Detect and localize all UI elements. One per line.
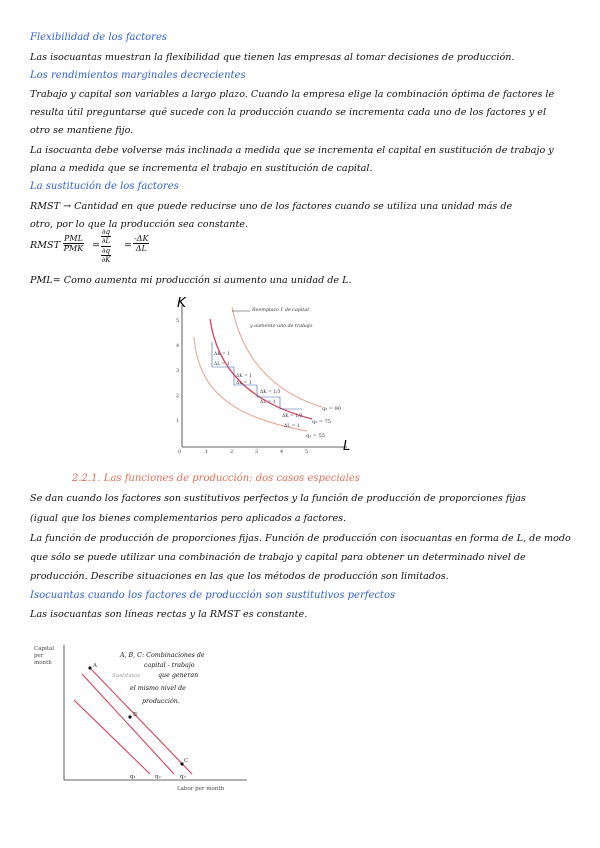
curve-label: q₁ = 55 — [306, 433, 325, 439]
y-axis-label: month — [34, 660, 52, 666]
point-label: B — [133, 712, 138, 718]
x-tick-label: 1 — [205, 449, 209, 455]
text-line: que sólo se puede utilizar una combinación de trabajo y capital para obtener un determinado nivel de — [30, 552, 526, 563]
curve-label: q₃ — [180, 774, 186, 780]
fraction-delta — [133, 234, 149, 253]
y-tick-label: 4 — [176, 343, 180, 349]
text-line: resulta útil preguntarse qué sucede con la producción cuando se incrementa cada uno de los factores y el — [30, 107, 547, 118]
point-b — [128, 715, 131, 718]
curve-label: q₃ = 90 — [322, 406, 341, 412]
step-label: ΔL = 1 — [214, 362, 230, 367]
x-axis-label: Labor per month — [177, 786, 225, 792]
y-axis-label: per — [34, 653, 44, 659]
fraction-denominator: ∂K — [101, 256, 111, 264]
step-label: ΔK = 1/3 — [260, 390, 281, 395]
fraction-denominator: ∂L — [101, 237, 111, 245]
perfect-substitutes-chart — [32, 640, 252, 798]
x-axis-label: L — [343, 439, 351, 454]
chart-note-faded: Sustitutos — [112, 673, 141, 679]
x-tick-label: 2 — [230, 449, 234, 455]
step-label: ΔK = 1 — [236, 374, 253, 379]
fraction-numerator: ∂q — [102, 228, 111, 236]
subheading-rendimientos: Los rendimientos marginales decrecientes — [30, 70, 246, 81]
equals-sign: = — [124, 240, 133, 251]
fraction-denominator: ΔL — [135, 244, 147, 253]
heading-sustitucion: La sustitución de los factores — [30, 181, 179, 192]
y-tick-label: 5 — [176, 318, 180, 324]
point-label: A — [93, 663, 97, 669]
text-line: otro se mantiene fijo. — [30, 125, 134, 136]
x-tick-label: 3 — [255, 449, 259, 455]
y-tick-label: 3 — [176, 368, 180, 374]
text-line: (igual que los bienes complementarios pero aplicados a factores. — [30, 513, 347, 524]
text-line: otro, por lo que la producción sea constante. — [30, 219, 249, 230]
chart-note: que generan — [158, 672, 199, 679]
step-label: ΔL = 1 — [260, 400, 276, 405]
chart-note: producción. — [142, 698, 180, 705]
text-line: RMST → Cantidad en que puede reducirse uno de los factores cuando se utiliza una unidad más de — [30, 201, 513, 212]
curve-label: q₂ = 75 — [312, 419, 331, 425]
curve-label: q₁ — [130, 774, 136, 780]
fraction-pml-pmk — [63, 234, 84, 253]
text-line: PML= Como aumenta mi producción si aumento una unidad de L. — [30, 275, 352, 286]
text-line: producción. Describe situaciones en las que los métodos de producción son limitados. — [30, 571, 449, 582]
chart-note: el mismo nivel de — [130, 685, 186, 692]
text-line: Se dan cuando los factores son sustitutivos perfectos y la función de producción de proporciones fijas — [30, 493, 526, 504]
y-tick-label: 2 — [176, 393, 180, 399]
equals-sign: = — [92, 240, 101, 251]
text-line: Las isocuantas muestran la flexibilidad que tienen las empresas al tomar decisiones de producción. — [30, 52, 515, 63]
heading-flexibilidad: Flexibilidad de los factores — [30, 32, 167, 43]
chart-annotation: y aumento uno de trabajo — [250, 324, 313, 329]
fraction-numerator: ∂q — [102, 247, 111, 255]
text-line: Las isocuantas son líneas rectas y la RMST es constante. — [30, 609, 308, 620]
chart-note: capital - trabajo — [144, 662, 195, 669]
y-axis-label: K — [177, 297, 187, 311]
subheading-sustitutivos: Isocuantas cuando los factores de producción son sustitutivos perfectos — [30, 590, 396, 601]
formula-lhs: RMST = — [30, 240, 72, 251]
step-label: ΔL = 1 — [236, 381, 252, 386]
point-label: C — [184, 758, 189, 764]
heading-casos-especiales: 2.2.1. Las funciones de producción: dos casos especiales — [72, 473, 360, 484]
y-axis-label: Capital — [34, 646, 55, 652]
chart-annotation: Reemplazo 1 de capital — [252, 308, 309, 313]
fraction-partials — [101, 228, 111, 264]
text-line: La función de producción de proporciones fijas. Función de producción con isocuantas en forma de L, de modo — [30, 533, 571, 544]
x-tick-label: 4 — [280, 449, 284, 455]
isoquant-chart — [172, 297, 354, 455]
x-tick-label: 5 — [305, 449, 309, 455]
x-tick-label: 0 — [178, 449, 182, 455]
curve-label: q₂ — [155, 774, 161, 780]
fraction-numerator: -ΔK — [134, 234, 149, 243]
text-line: La isocuanta debe volverse más inclinada a medida que se incrementa el capital en sustitución de trabajo y — [30, 145, 554, 156]
step-label: ΔL = 1 — [284, 424, 300, 429]
point-a — [88, 666, 91, 669]
chart-note: A, B, C: Combinaciones de — [120, 652, 205, 659]
text-line: plana a medida que se incrementa el trabajo en sustitución de capital. — [30, 163, 373, 174]
y-tick-label: 1 — [176, 418, 180, 424]
fraction-denominator: PMK — [63, 244, 84, 253]
text-line: Trabajo y capital son variables a largo plazo. Cuando la empresa elige la combinación óptima de factores le — [30, 89, 555, 100]
step-label: ΔK = 1 — [214, 352, 231, 357]
fraction-numerator: PML — [64, 234, 83, 243]
step-label: ΔK = 1/3 — [282, 414, 303, 419]
